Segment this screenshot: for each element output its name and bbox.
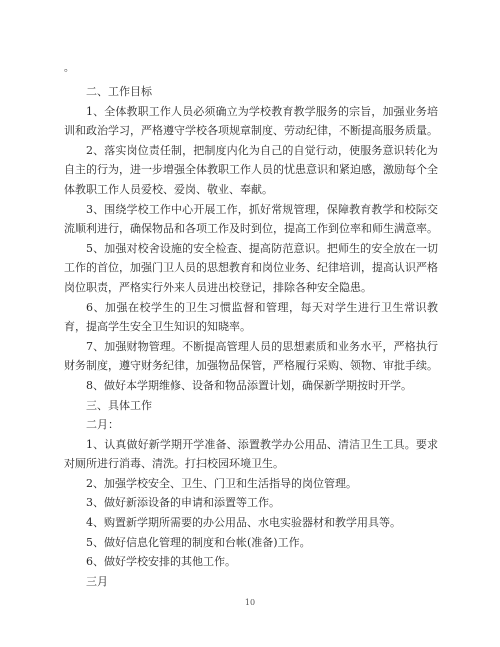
paragraph: 2、加强学校安全、卫生、门卫和生活指导的岗位管理。 [86, 476, 357, 490]
paragraph: 3、围绕学校工作中心开展工作，抓好常规管理，保障教育教学和校际交流顺利进行，确保物品和各项工作及时到位，提高工作到位率和师生满意率。 [64, 202, 438, 236]
section-heading: 三、具体工作 [86, 398, 152, 412]
paragraph: 8、做好本学期维修、设备和物品添置计划，确保新学期按时开学。 [86, 378, 412, 392]
section-heading: 二、工作目标 [86, 85, 152, 98]
lead-mark: 。 [64, 63, 74, 74]
paragraph: 7、加强财物管理。不断提高管理人员的思想素质和业务水平，严格执行财务制度，遵守财务纪律，加强物品保管，严格履行采购、领物、审批手续。 [64, 339, 438, 373]
document-body [64, 82, 438, 591]
paragraph: 1、认真做好新学期开学准备、添置教学办公用品、清洁卫生工具。要求对厕所进行消毒、清洗。打扫校园环境卫生。 [64, 437, 438, 471]
paragraph: 2、落实岗位责任制，把制度内化为自己的自觉行动，使服务意识转化为自主的行为，进一步增强全体教职工作人员的忧患意识和紧迫感，激励每个全体教职工作人员爱校、爱岗、敬业、奉献。 [64, 143, 438, 196]
paragraph: 1、全体教职工作人员必须确立为学校教育教学服务的宗旨，加强业务培训和政治学习，严格遵守学校各项规章制度、劳动纪律，不断提高服务质量。 [64, 104, 438, 138]
paragraph: 5、加强对校舍设施的安全检查、提高防范意识。把师生的安全放在一切工作的首位，加强门卫人员的思想教育和岗位业务、纪律培训，提高认识严格岗位职责，严格实行外来人员进出校登记，排除各种安全隐患。 [64, 241, 438, 294]
paragraph: 6、加强在校学生的卫生习惯监督和管理，每天对学生进行卫生常识教育，提高学生安全卫生知识的知晓率。 [64, 300, 438, 334]
paragraph: 6、做好学校安排的其他工作。 [86, 555, 236, 569]
page-number: 10 [244, 598, 256, 607]
month-heading: 二月： [86, 418, 119, 432]
paragraph: 3、做好新添设备的申请和添置等工作。 [86, 496, 280, 510]
paragraph: 4、购置新学期所需要的办公用品、水电实验器材和教学用具等。 [86, 516, 401, 530]
month-heading: 三月 [86, 574, 108, 588]
paragraph: 5、做好信息化管理的制度和台帐(准备)工作。 [86, 535, 311, 549]
